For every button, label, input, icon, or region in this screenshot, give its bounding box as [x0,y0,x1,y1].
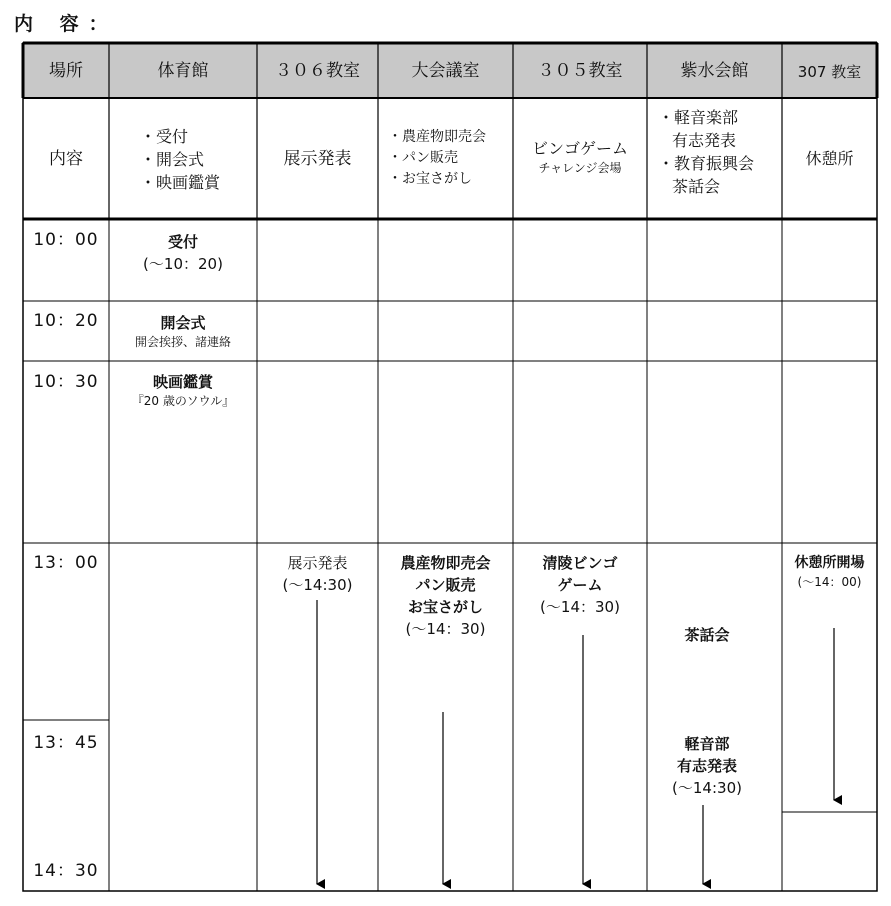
event-shisui-tea: 茶話会 [684,626,730,644]
event-title: お宝さがし [407,598,483,616]
gym-content-item: ・受付 [140,127,189,146]
venue-conference-header: 大会議室 [411,61,480,81]
event-title: 有志発表 [676,757,737,775]
event-gym-movie [109,371,257,410]
gym-content-item: ・映画鑑賞 [140,173,221,192]
event-gym-opening [109,312,257,351]
event-until: (～14：00) [797,575,862,589]
event-room305-bingo [513,552,647,618]
time-slot: 10：00 [33,230,99,250]
event-note: 開会挨拶、諸連絡 [134,335,231,349]
event-title: 農産物即売会 [400,554,491,572]
conference-content-list [388,127,513,190]
event-until: (～10：20) [143,255,223,273]
event-title: 映画鑑賞 [152,373,213,391]
event-title: 展示発表 [287,554,348,572]
shisui-content-item: ・軽音楽部 [658,108,739,127]
time-slot: 14：30 [33,861,99,881]
event-gym-reception [109,231,257,275]
time-slot: 10：20 [33,311,99,331]
time-slot: 13：00 [33,553,99,573]
shisui-content-item: 茶話会 [672,177,721,196]
section-heading: 内 容： [14,13,118,35]
venue-shisui-header: 紫水会館 [680,61,749,81]
event-conference-market [378,552,513,640]
conference-content-item: ・パン販売 [388,150,458,166]
event-until: (～14：30) [540,598,620,616]
event-shisui-music [647,733,767,799]
event-title: 開会式 [160,314,206,332]
room305-content-main: ビンゴゲーム [531,139,628,158]
room305-content [513,138,647,177]
place-header-label: 場所 [49,61,83,81]
conference-content-item: ・農産物即売会 [388,129,486,145]
event-title: パン販売 [415,576,476,594]
shisui-content-item: 有志発表 [672,131,737,150]
event-title: 軽音部 [684,735,730,753]
content-header-label: 内容 [49,149,83,169]
event-note: 『20 歳のソウル』 [131,394,235,408]
conference-content-item: ・お宝さがし [388,171,472,187]
time-slot: 13：45 [33,733,99,753]
time-slot: 10：30 [33,372,99,392]
shisui-content-item: ・教育振興会 [658,154,755,173]
event-title: 受付 [167,233,198,251]
event-until: (～14:30) [672,779,742,797]
event-until: (～14：30) [405,620,486,638]
venue-gym-header: 体育館 [157,61,209,81]
event-title: ゲーム [557,576,603,594]
event-title: 清陵ビンゴ [542,554,618,572]
room307-content: 休憩所 [805,149,854,168]
event-room306-exhibition [257,552,378,596]
gym-content-list [140,125,255,194]
venue-room307-header: 307 教室 [797,63,862,81]
gym-content-item: ・開会式 [140,150,205,169]
venue-room306-header: ３０６教室 [275,61,360,81]
event-room307-rest [782,552,877,591]
event-until: (～14:30) [282,576,353,594]
event-title: 休憩所開場 [794,555,865,571]
shisui-content-list [658,106,782,198]
room305-content-sub: チャレンジ会場 [538,161,622,175]
venue-room305-header: ３０５教室 [537,61,623,81]
room306-content: 展示発表 [283,149,352,169]
